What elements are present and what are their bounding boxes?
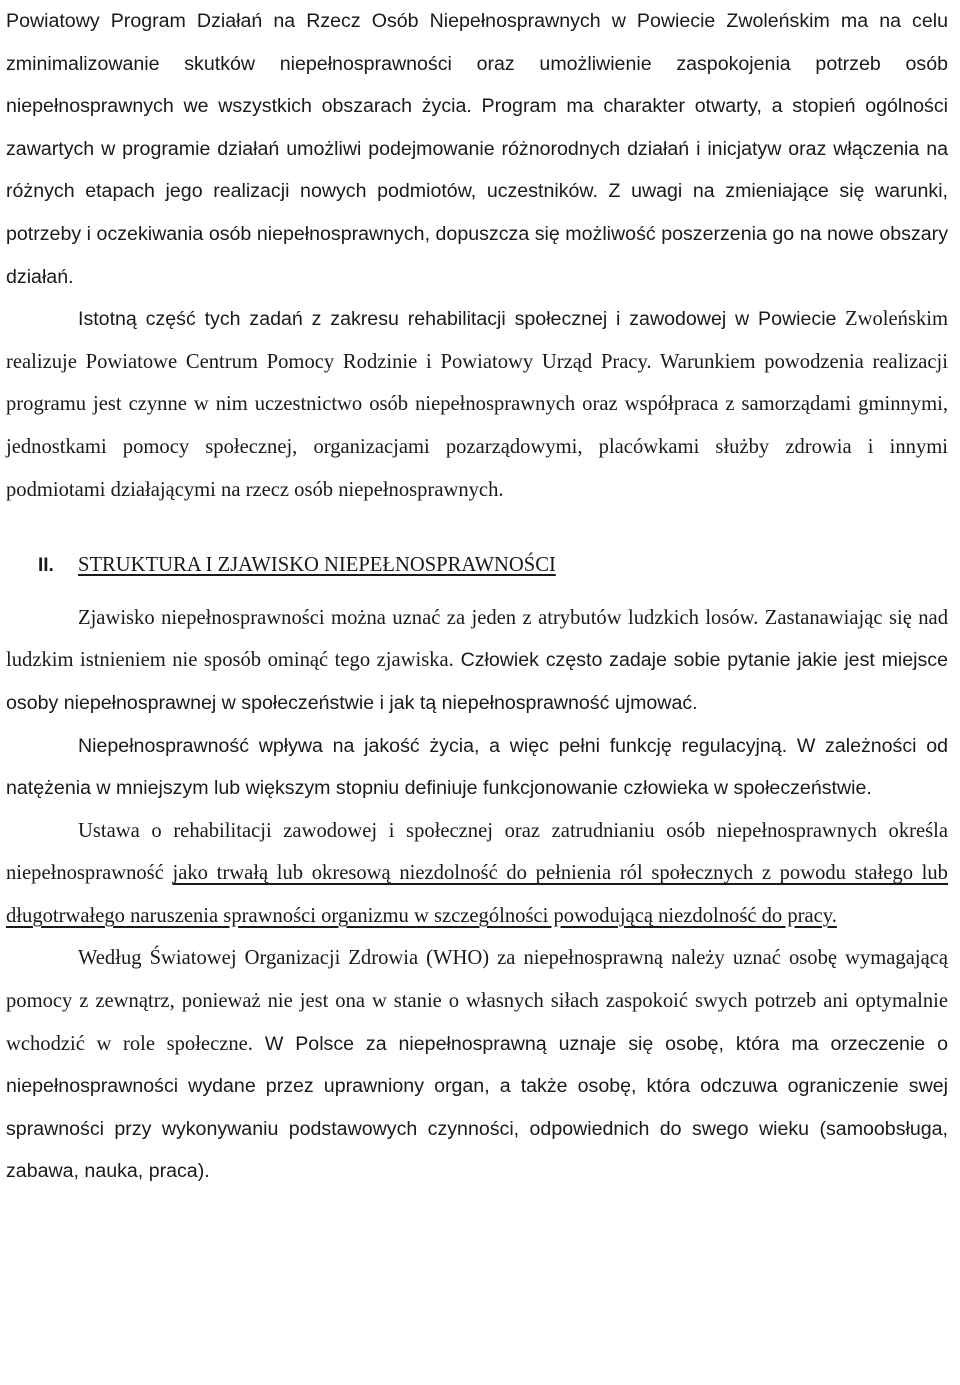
section-number: II. — [38, 555, 54, 577]
implementation-text-lead: Istotną część tych zadań z zakresu rehabilitacji społecznej i zawodowej w Powiecie — [78, 308, 837, 331]
implementation-paragraph — [6, 298, 948, 511]
phenomenon-text: Zjawisko niepełnosprawności można uznać za jeden z atrybutów ludzkich losów. Zastanawiając się nad ludzkim istnieniem nie sposób ominąć tego zjawiska. — [6, 606, 948, 672]
statutory-definition-paragraph — [6, 810, 948, 938]
section-heading — [6, 554, 948, 597]
intro-paragraph — [6, 0, 948, 298]
who-definition-paragraph — [6, 937, 948, 1193]
document-page — [6, 0, 948, 1193]
intro-text: Powiatowy Program Działań na Rzecz Osób Niepełnosprawnych w Powiecie Zwoleńskim ma na celu zminimalizowanie skutków niepełnosprawności oraz umożliwienie zaspokojenia potrzeb osób niepełnosprawnych we wszystkich obszarach życia. Program ma charakter otwarty, a stopień ogólności zawartych w programie działań umożliwi podejmowanie różnorodnych działań i inicjatyw oraz włączenia na różnych etapach jego realizacji nowych podmiotów, uczestników. Z uwagi na zmieniające się warunki, potrzeby i oczekiwania osób niepełnosprawnych, dopuszcza się możliwość poszerzenia go na nowe obszary działań. — [6, 10, 948, 288]
who-definition-text: Według Światowej Organizacji Zdrowia (WHO) za niepełnosprawną należy uznać osobę wymagającą pomocy z zewnątrz, ponieważ nie jest ona w stanie o własnych siłach zaspokoić swych potrzeb ani optymalnie wchodzić w role społeczne. — [6, 947, 948, 1055]
section-title: STRUKTURA I ZJAWISKO NIEPEŁNOSPRAWNOŚCI — [78, 554, 556, 577]
statutory-definition-text: Ustawa o rehabilitacji zawodowej i społecznej oraz zatrudnianiu osób niepełnosprawnych określa niepełnosprawność — [6, 819, 948, 885]
quality-of-life-paragraph — [6, 725, 948, 810]
quality-of-life-text: Niepełnosprawność wpływa na jakość życia, a więc pełni funkcję regulacyjną. W zależności od natężenia w mniejszym lub większym stopniu definiuje funkcjonowanie człowieka w społeczeństwie. — [6, 734, 948, 800]
poland-definition-text: W Polsce za niepełnosprawną uznaje się osobę, która ma orzeczenie o niepełnosprawności wydane przez uprawniony organ, a także osobę, która odczuwa ograniczenie swej sprawności przy wykonywaniu podstawowych czynności, odpowiednich do swego wieku (samoobsługa, zabawa, nauka, praca). — [6, 1032, 948, 1183]
phenomenon-paragraph — [6, 597, 948, 725]
phenomenon-text-continued: Człowiek często zadaje sobie pytanie jakie jest miejsce osoby niepełnosprawnej w społeczeństwie i jak tą niepełnosprawność ujmować. — [6, 649, 948, 714]
implementation-text: Zwoleńskim realizuje Powiatowe Centrum Pomocy Rodzinie i Powiatowy Urząd Pracy. Warunkiem powodzenia realizacji programu jest czynne w nim uczestnictwo osób niepełnosprawnych oraz współpraca z samorządami gminnymi, jednostkami pomocy społecznej, organizacjami pozarządowymi, placówkami służby zdrowia i innymi podmiotami działającymi na rzecz osób niepełnosprawnych. — [6, 308, 948, 501]
statutory-definition-underlined: jako trwałą lub okresową niezdolność do pełnienia ról społecznych z powodu stałego lub długotrwałego naruszenia sprawności organizmu w szczególności powodującą niezdolność do pracy. — [6, 862, 948, 927]
